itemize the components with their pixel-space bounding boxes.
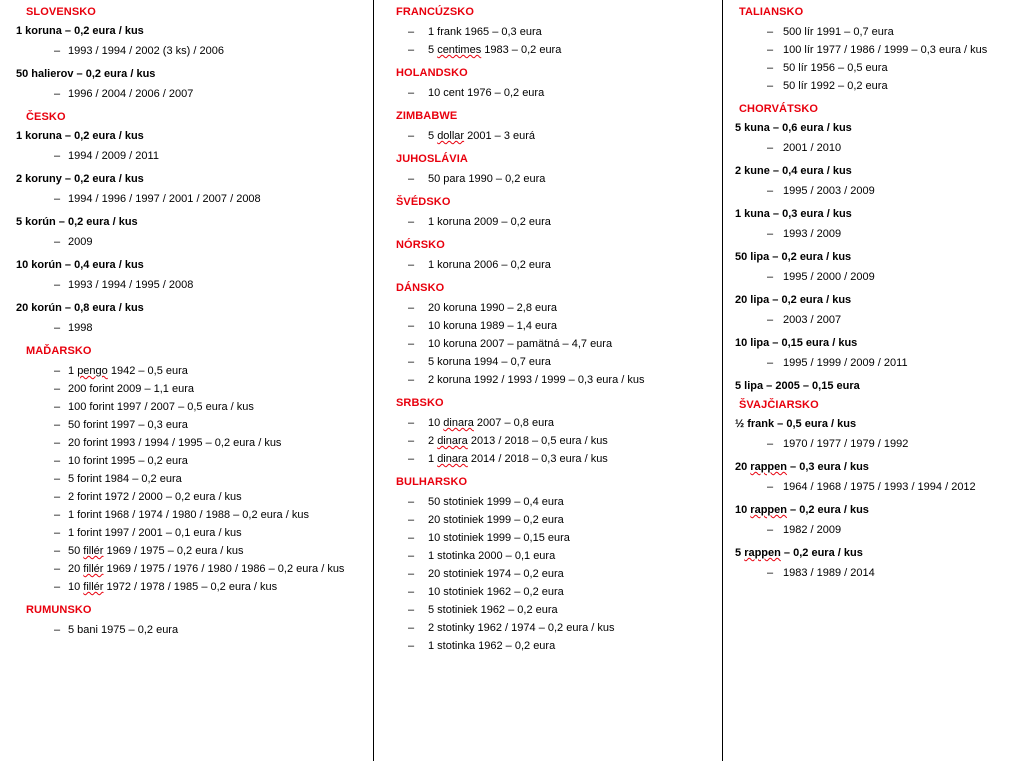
item-list — [8, 44, 365, 58]
bullet-dash: – — [767, 142, 774, 154]
denomination-heading: 20 lipa – 0,2 eura / kus — [735, 294, 852, 306]
bullet-dash: – — [767, 80, 774, 92]
country-heading: CHORVÁTSKO — [739, 103, 819, 115]
list-item-text: 1 forint 1997 / 2001 – 0,1 eura / kus — [68, 527, 242, 539]
list-item — [382, 452, 714, 466]
bullet-dash: – — [767, 314, 774, 326]
bullet-dash: – — [408, 453, 415, 465]
list-item — [731, 356, 1003, 370]
item-list — [731, 184, 1003, 198]
bullet-dash: – — [54, 455, 61, 467]
list-item-text: 1994 / 1996 / 1997 / 2001 / 2007 / 2008 — [68, 193, 261, 205]
country-heading: ZIMBABWE — [396, 110, 458, 122]
country-heading: MAĎARSKO — [26, 345, 92, 357]
list-item-text: 100 lír 1977 / 1986 / 1999 – 0,3 eura / kus — [783, 44, 988, 56]
bullet-dash: – — [54, 563, 61, 575]
list-item-text: 5 koruna 1994 – 0,7 eura — [428, 356, 551, 368]
list-item-text: 1982 / 2009 — [783, 524, 842, 536]
item-list — [8, 192, 365, 206]
list-item-text: 1 dinara 2014 / 2018 – 0,3 eura / kus — [428, 453, 608, 465]
list-item — [382, 513, 714, 527]
item-list — [731, 523, 1003, 537]
column-3 — [722, 0, 1011, 761]
denomination-heading: 1 kuna – 0,3 eura / kus — [735, 208, 852, 220]
bullet-dash: – — [54, 545, 61, 557]
list-item-text: 50 stotiniek 1999 – 0,4 eura — [428, 496, 564, 508]
list-item-text: 20 koruna 1990 – 2,8 eura — [428, 302, 558, 314]
bullet-dash: – — [767, 228, 774, 240]
list-item — [731, 227, 1003, 241]
list-item — [382, 434, 714, 448]
list-item — [731, 43, 1003, 57]
bullet-dash: – — [767, 271, 774, 283]
list-item — [382, 585, 714, 599]
bullet-dash: – — [408, 435, 415, 447]
item-list — [8, 321, 365, 335]
bullet-dash: – — [767, 567, 774, 579]
list-item — [8, 382, 365, 396]
list-item-text: 1 frank 1965 – 0,3 eura — [428, 26, 542, 38]
list-item-text: 1998 — [68, 322, 93, 334]
list-item-text: 20 fillér 1969 / 1975 / 1976 / 1980 / 1986 – 0,2 eura / kus — [68, 563, 345, 575]
list-item — [8, 526, 365, 540]
bullet-dash: – — [408, 302, 415, 314]
list-item — [731, 141, 1003, 155]
bullet-dash: – — [408, 514, 415, 526]
bullet-dash: – — [54, 45, 61, 57]
bullet-dash: – — [54, 527, 61, 539]
list-item — [8, 87, 365, 101]
bullet-dash: – — [54, 624, 61, 636]
list-item-text: 1 forint 1968 / 1974 / 1980 / 1988 – 0,2 eura / kus — [68, 509, 309, 521]
list-item — [382, 373, 714, 387]
item-list — [8, 623, 365, 637]
item-list — [731, 313, 1003, 327]
list-item-text: 10 koruna 1989 – 1,4 eura — [428, 320, 558, 332]
denomination-heading: 1 koruna – 0,2 eura / kus — [16, 130, 144, 142]
list-item-text: 10 cent 1976 – 0,2 eura — [428, 87, 545, 99]
denomination-heading: 10 lipa – 0,15 eura / kus — [735, 337, 858, 349]
list-item — [382, 416, 714, 430]
bullet-dash: – — [408, 374, 415, 386]
list-item — [8, 544, 365, 558]
bullet-dash: – — [54, 193, 61, 205]
list-item-text: 2 forint 1972 / 2000 – 0,2 eura / kus — [68, 491, 242, 503]
list-item-text: 1995 / 2003 / 2009 — [783, 185, 875, 197]
item-list — [731, 480, 1003, 494]
denomination-heading: 50 halierov – 0,2 eura / kus — [16, 68, 156, 80]
list-item — [8, 490, 365, 504]
list-item-text: 1993 / 1994 / 1995 / 2008 — [68, 279, 194, 291]
item-list — [8, 364, 365, 594]
denomination-heading: 5 kuna – 0,6 eura / kus — [735, 122, 852, 134]
bullet-dash: – — [408, 356, 415, 368]
column-1 — [0, 0, 373, 761]
list-item — [382, 337, 714, 351]
bullet-dash: – — [767, 26, 774, 38]
country-heading: BULHARSKO — [396, 476, 468, 488]
list-item — [382, 319, 714, 333]
bullet-dash: – — [408, 338, 415, 350]
denomination-heading: 20 rappen – 0,3 eura / kus — [735, 461, 869, 473]
list-item — [731, 480, 1003, 494]
list-item-text: 10 dinara 2007 – 0,8 eura — [428, 417, 554, 429]
denomination-heading: 10 rappen – 0,2 eura / kus — [735, 504, 869, 516]
list-item-text: 20 stotiniek 1999 – 0,2 eura — [428, 514, 564, 526]
denomination-heading: 1 koruna – 0,2 eura / kus — [16, 25, 144, 37]
list-item — [731, 270, 1003, 284]
list-item — [8, 44, 365, 58]
list-item-text: 1 stotinka 1962 – 0,2 eura — [428, 640, 556, 652]
column-2 — [373, 0, 722, 761]
list-item — [731, 523, 1003, 537]
list-item — [382, 129, 714, 143]
country-heading: DÁNSKO — [396, 282, 445, 294]
bullet-dash: – — [54, 401, 61, 413]
bullet-dash: – — [54, 491, 61, 503]
bullet-dash: – — [767, 185, 774, 197]
list-item-text: 50 forint 1997 – 0,3 eura — [68, 419, 188, 431]
list-item-text: 1 koruna 2006 – 0,2 eura — [428, 259, 551, 271]
list-item-text: 5 forint 1984 – 0,2 eura — [68, 473, 182, 485]
bullet-dash: – — [54, 419, 61, 431]
list-item-text: 5 centimes 1983 – 0,2 eura — [428, 44, 562, 56]
list-item-text: 1993 / 2009 — [783, 228, 842, 240]
item-list — [382, 258, 714, 272]
bullet-dash: – — [54, 509, 61, 521]
bullet-dash: – — [54, 322, 61, 334]
list-item — [8, 321, 365, 335]
bullet-dash: – — [408, 320, 415, 332]
list-item-text: 50 para 1990 – 0,2 eura — [428, 173, 546, 185]
bullet-dash: – — [767, 357, 774, 369]
country-heading: RUMUNSKO — [26, 604, 92, 616]
denomination-heading: 5 lipa – 2005 – 0,15 eura — [735, 380, 860, 392]
list-item — [8, 364, 365, 378]
item-list — [8, 278, 365, 292]
bullet-dash: – — [408, 532, 415, 544]
item-list — [382, 129, 714, 143]
country-heading: FRANCÚZSKO — [396, 6, 474, 18]
list-item-text: 2009 — [68, 236, 93, 248]
bullet-dash: – — [54, 473, 61, 485]
bullet-dash: – — [408, 173, 415, 185]
list-item — [382, 215, 714, 229]
list-item — [382, 86, 714, 100]
list-item — [8, 436, 365, 450]
list-item-text: 500 lír 1991 – 0,7 eura — [783, 26, 894, 38]
list-item-text: 1993 / 1994 / 2002 (3 ks) / 2006 — [68, 45, 224, 57]
denomination-heading: 5 rappen – 0,2 eura / kus — [735, 547, 863, 559]
bullet-dash: – — [408, 568, 415, 580]
list-item-text: 2 koruna 1992 / 1993 / 1999 – 0,3 eura / kus — [428, 374, 645, 386]
bullet-dash: – — [408, 259, 415, 271]
list-item — [8, 580, 365, 594]
list-item-text: 1994 / 2009 / 2011 — [68, 150, 159, 162]
item-list — [382, 172, 714, 186]
bullet-dash: – — [54, 383, 61, 395]
list-item — [382, 603, 714, 617]
item-list — [382, 215, 714, 229]
list-item — [8, 562, 365, 576]
denomination-heading: 20 korún – 0,8 eura / kus — [16, 302, 144, 314]
item-list — [382, 25, 714, 57]
bullet-dash: – — [408, 604, 415, 616]
list-item-text: 100 forint 1997 / 2007 – 0,5 eura / kus — [68, 401, 254, 413]
bullet-dash: – — [767, 524, 774, 536]
list-item — [382, 355, 714, 369]
bullet-dash: – — [408, 550, 415, 562]
bullet-dash: – — [54, 150, 61, 162]
item-list — [731, 437, 1003, 451]
denomination-heading: 5 korún – 0,2 eura / kus — [16, 216, 138, 228]
list-item-text: 1970 / 1977 / 1979 / 1992 — [783, 438, 909, 450]
list-item — [8, 623, 365, 637]
denomination-heading: 2 koruny – 0,2 eura / kus — [16, 173, 144, 185]
list-item-text: 200 forint 2009 – 1,1 eura — [68, 383, 194, 395]
list-item — [8, 278, 365, 292]
item-list — [8, 87, 365, 101]
item-list — [731, 141, 1003, 155]
list-item-text: 2003 / 2007 — [783, 314, 842, 326]
list-item-text: 10 stotiniek 1962 – 0,2 eura — [428, 586, 564, 598]
bullet-dash: – — [408, 87, 415, 99]
list-item-text: 10 forint 1995 – 0,2 eura — [68, 455, 188, 467]
bullet-dash: – — [408, 130, 415, 142]
list-item-text: 5 stotiniek 1962 – 0,2 eura — [428, 604, 558, 616]
list-item-text: 20 stotiniek 1974 – 0,2 eura — [428, 568, 564, 580]
denomination-heading: 10 korún – 0,4 eura / kus — [16, 259, 144, 271]
bullet-dash: – — [767, 481, 774, 493]
bullet-dash: – — [54, 365, 61, 377]
list-item-text: 10 fillér 1972 / 1978 / 1985 – 0,2 eura / kus — [68, 581, 278, 593]
list-item-text: 50 fillér 1969 / 1975 – 0,2 eura / kus — [68, 545, 244, 557]
list-item — [8, 508, 365, 522]
list-item — [382, 531, 714, 545]
list-item — [731, 313, 1003, 327]
country-heading: TALIANSKO — [739, 6, 804, 18]
bullet-dash: – — [408, 417, 415, 429]
country-heading: SLOVENSKO — [26, 6, 96, 18]
list-item — [8, 454, 365, 468]
denomination-heading: 2 kune – 0,4 eura / kus — [735, 165, 852, 177]
list-item — [8, 418, 365, 432]
bullet-dash: – — [54, 437, 61, 449]
denomination-heading: ½ frank – 0,5 eura / kus — [735, 418, 857, 430]
list-item — [382, 549, 714, 563]
list-item-text: 2 stotinky 1962 / 1974 – 0,2 eura / kus — [428, 622, 615, 634]
bullet-dash: – — [408, 216, 415, 228]
bullet-dash: – — [408, 640, 415, 652]
list-item — [8, 472, 365, 486]
list-item — [382, 172, 714, 186]
item-list — [382, 495, 714, 653]
list-item — [731, 61, 1003, 75]
list-item-text: 10 koruna 2007 – pamätná – 4,7 eura — [428, 338, 613, 350]
list-item — [8, 192, 365, 206]
item-list — [731, 270, 1003, 284]
list-item-text: 1996 / 2004 / 2006 / 2007 — [68, 88, 194, 100]
country-heading: ČESKO — [26, 111, 66, 123]
bullet-dash: – — [767, 438, 774, 450]
list-item — [731, 437, 1003, 451]
list-item-text: 1 stotinka 2000 – 0,1 eura — [428, 550, 556, 562]
bullet-dash: – — [767, 44, 774, 56]
bullet-dash: – — [408, 496, 415, 508]
list-item-text: 10 stotiniek 1999 – 0,15 eura — [428, 532, 570, 544]
country-heading: NÓRSKO — [396, 239, 445, 251]
bullet-dash: – — [408, 26, 415, 38]
list-item — [382, 639, 714, 653]
list-item — [382, 301, 714, 315]
country-heading: HOLANDSKO — [396, 67, 468, 79]
list-item — [731, 184, 1003, 198]
list-item — [731, 25, 1003, 39]
item-list — [8, 235, 365, 249]
list-item-text: 5 bani 1975 – 0,2 eura — [68, 624, 179, 636]
denomination-heading: 50 lipa – 0,2 eura / kus — [735, 251, 852, 263]
list-item — [382, 43, 714, 57]
bullet-dash: – — [408, 586, 415, 598]
list-item-text: 1983 / 1989 / 2014 — [783, 567, 875, 579]
list-item-text: 50 lír 1992 – 0,2 eura — [783, 80, 888, 92]
list-item — [731, 566, 1003, 580]
bullet-dash: – — [408, 44, 415, 56]
country-heading: SRBSKO — [396, 397, 444, 409]
country-heading: ŠVÉDSKO — [396, 196, 451, 208]
item-list — [731, 25, 1003, 93]
list-item-text: 50 lír 1956 – 0,5 eura — [783, 62, 888, 74]
list-item — [8, 149, 365, 163]
item-list — [8, 149, 365, 163]
list-item — [382, 25, 714, 39]
bullet-dash: – — [54, 88, 61, 100]
list-item — [382, 495, 714, 509]
list-item-text: 1964 / 1968 / 1975 / 1993 / 1994 / 2012 — [783, 481, 976, 493]
list-item-text: 1995 / 1999 / 2009 / 2011 — [783, 357, 908, 369]
list-item — [8, 400, 365, 414]
bullet-dash: – — [54, 581, 61, 593]
item-list — [731, 227, 1003, 241]
list-item — [382, 621, 714, 635]
list-item — [382, 258, 714, 272]
list-item-text: 2001 / 2010 — [783, 142, 842, 154]
bullet-dash: – — [54, 279, 61, 291]
list-item — [8, 235, 365, 249]
list-item-text: 1 pengo 1942 – 0,5 eura — [68, 365, 188, 377]
list-item-text: 20 forint 1993 / 1994 / 1995 – 0,2 eura / kus — [68, 437, 282, 449]
list-item-text: 1 koruna 2009 – 0,2 eura — [428, 216, 551, 228]
list-item — [731, 79, 1003, 93]
item-list — [731, 356, 1003, 370]
list-item-text: 2 dinara 2013 / 2018 – 0,5 eura / kus — [428, 435, 608, 447]
bullet-dash: – — [767, 62, 774, 74]
list-item — [382, 567, 714, 581]
item-list — [382, 86, 714, 100]
country-heading: ŠVAJČIARSKO — [739, 399, 819, 411]
bullet-dash: – — [408, 622, 415, 634]
list-item-text: 1995 / 2000 / 2009 — [783, 271, 875, 283]
item-list — [382, 416, 714, 466]
list-item-text: 5 dollar 2001 – 3 eurá — [428, 130, 536, 142]
item-list — [382, 301, 714, 387]
item-list — [731, 566, 1003, 580]
country-heading: JUHOSLÁVIA — [396, 153, 468, 165]
bullet-dash: – — [54, 236, 61, 248]
